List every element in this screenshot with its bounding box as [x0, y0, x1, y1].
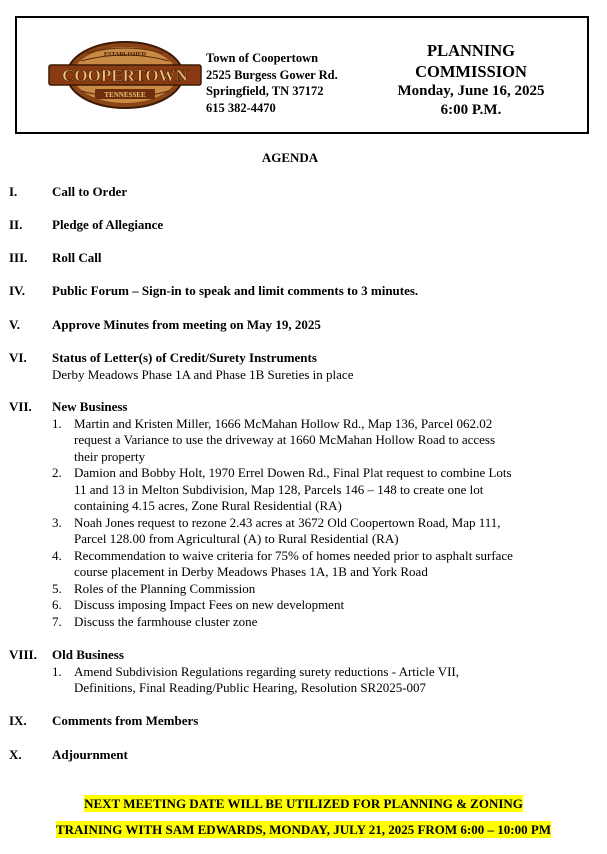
item-number: III.	[9, 250, 28, 265]
item-title: Call to Order	[52, 184, 128, 199]
list-item: 4. Recommendation to waive criteria for 75% of homes needed prior to asphalt surface course placement in Derby Meadows Phases 1A, 1B and York Road	[52, 547, 513, 579]
item-title: New Business	[52, 399, 128, 414]
next-meeting-notice-line-1: NEXT MEETING DATE WILL BE UTILIZED FOR PLANNING & ZONING	[84, 796, 523, 811]
old-business-list	[52, 664, 582, 697]
list-item: 5. Roles of the Planning Commission	[52, 580, 256, 596]
item-number: IV.	[9, 283, 26, 298]
meeting-title-line-2: COMMISSION	[415, 62, 527, 81]
meeting-info	[375, 40, 567, 120]
item-number: I.	[9, 184, 18, 199]
item-title: Public Forum – Sign-in to speak and limit comments to 3 minutes.	[52, 283, 419, 298]
item-number: IX.	[9, 713, 27, 728]
meeting-date: Monday, June 16, 2025	[397, 83, 545, 99]
list-item: 1. Amend Subdivision Regulations regarding surety reductions - Article VII, Definitions, Final Reading/Public Hearing, Resolution SR2025-007	[52, 663, 459, 695]
item-title: Roll Call	[52, 250, 102, 265]
item-note: Derby Meadows Phase 1A and Phase 1B Sureties in place	[52, 366, 354, 382]
next-meeting-notice-line-2: TRAINING WITH SAM EDWARDS, MONDAY, JULY 21, 2025 FROM 6:00 – 10:00 PM	[55, 822, 552, 837]
item-number: VII.	[9, 399, 32, 414]
header-box	[15, 16, 589, 134]
item-title: Old Business	[52, 647, 124, 662]
address-line-1: Town of Coopertown	[206, 51, 319, 65]
logo-top-text: ESTABLISHED	[104, 52, 146, 58]
agenda-title: AGENDA	[261, 150, 319, 165]
logo-main-text: COOPERTOWN	[62, 66, 188, 85]
item-number: VIII.	[9, 647, 37, 662]
item-title: Comments from Members	[52, 713, 199, 728]
coopertown-logo	[47, 39, 203, 111]
item-number: X.	[9, 747, 22, 762]
list-item: 1. Martin and Kristen Miller, 1666 McMahan Hollow Rd., Map 136, Parcel 062.02 request a Variance to use the driveway at 1660 McMahan Hollow Road to access their property	[52, 415, 496, 464]
item-number: II.	[9, 217, 23, 232]
list-item: 3. Noah Jones request to rezone 2.43 acres at 3672 Old Coopertown Road, Map 111, Parcel 128.00 from Agricultural (A) to Rural Residential (RA)	[52, 514, 501, 546]
item-title: Pledge of Allegiance	[52, 217, 164, 232]
new-business-list	[52, 416, 582, 631]
item-number: V.	[9, 317, 20, 332]
list-item: 6. Discuss imposing Impact Fees on new development	[52, 597, 345, 612]
meeting-title-line-1: PLANNING	[426, 41, 515, 60]
item-title: Adjournment	[52, 747, 128, 762]
list-item: 7. Discuss the farmhouse cluster zone	[52, 613, 258, 629]
town-address	[206, 50, 338, 116]
address-line-3: Springfield, TN 37172	[206, 84, 324, 98]
item-title: Approve Minutes from meeting on May 19, 2025	[52, 317, 321, 332]
meeting-time: 6:00 P.M.	[440, 102, 502, 118]
list-item: 2. Damion and Bobby Holt, 1970 Errel Dowen Rd., Final Plat request to combine Lots 11 and 13 in Melton Subdivision, Map 128, Parcels 146 – 148 to create one lot containing 4.15 acres, Zone Rural Residential (RA)	[52, 465, 512, 513]
address-line-4: 615 382-4470	[206, 100, 276, 115]
logo-banner-text: TENNESSEE	[104, 91, 146, 99]
item-number: VI.	[9, 350, 27, 365]
address-line-2: 2525 Burgess Gower Rd.	[206, 67, 338, 82]
item-title: Status of Letter(s) of Credit/Surety Instruments	[52, 350, 317, 365]
